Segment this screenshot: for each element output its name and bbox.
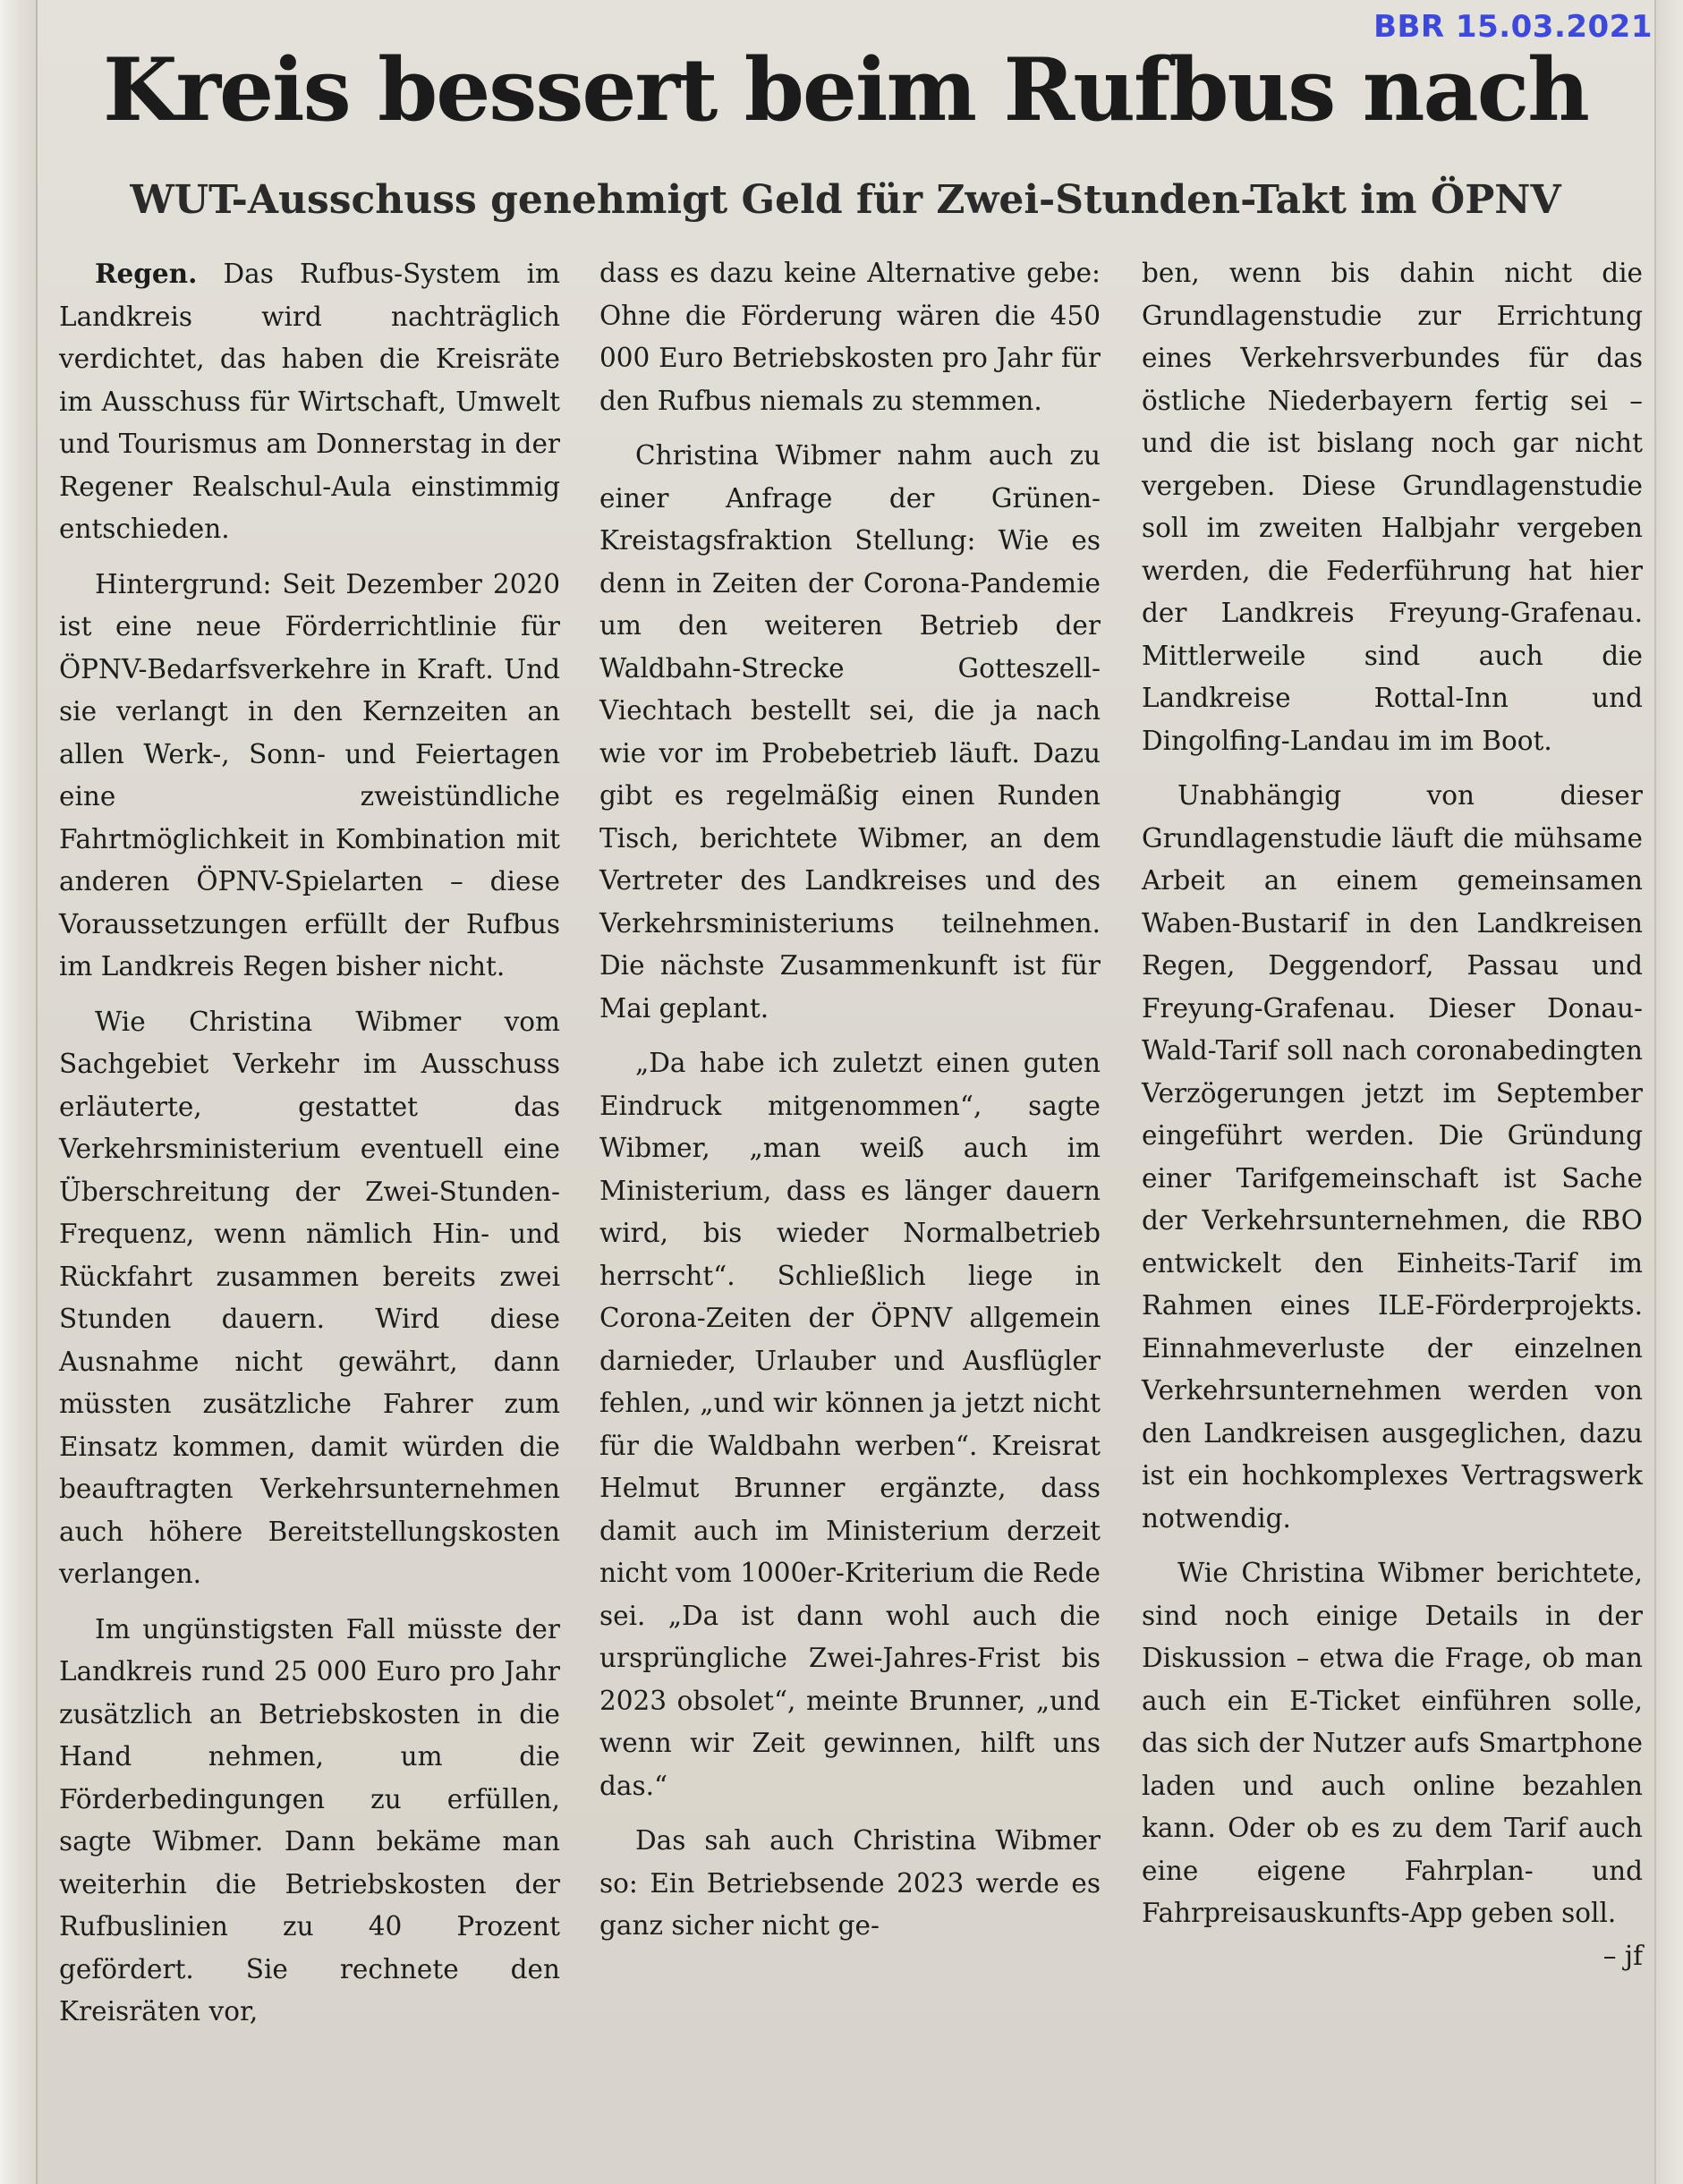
paragraph: Im ungünstigsten Fall müsste der Landkreis rund 25 000 Euro pro Jahr zusätzlich an Betriebskosten in die Hand nehmen, um die Förderbedingungen zu erfüllen, sagte Wibmer. Dann bekäme man weiterhin die Betriebskosten der Rufbuslinien zu 40 Prozent gefördert. Sie rechnete den Kreisräten vor, xyxy=(59,1613,560,2027)
date-stamp: BBR 15.03.2021 xyxy=(1373,9,1653,45)
article-body xyxy=(0,252,1683,2176)
article-subheadline: WUT-Ausschuss genehmigt Geld für Zwei-Stunden-Takt im ÖPNV xyxy=(130,177,1561,223)
dateline: Regen. xyxy=(95,258,198,289)
paragraph xyxy=(1142,1552,1643,1971)
paragraph: ben, wenn bis dahin nicht die Grundlagenstudie zur Errichtung eines Verkehrsverbundes für das östliche Niederbayern fertig sei – und die ist bislang noch gar nicht vergeben. Diese Grundlagenstudie soll im zweiten Halbjahr vergeben werden, die Federführung hat hier der Landkreis Freyung-Grafenau. Mittlerweile sind auch die Landkreise Rottal-Inn und Dingolfing-Landau im im Boot. xyxy=(1142,258,1643,756)
paragraph-text: Das Rufbus-System im Landkreis wird nachträglich verdichtet, das haben die Kreisräte im Ausschuss für Wirtschaft, Umwelt und Tourismus am Donnerstag in der Regener Realschul-Aula einstimmig entschieden. xyxy=(59,259,560,544)
paragraph-text: Wie Christina Wibmer berichtete, sind noch einige Details in der Diskussion – etwa die Frage, ob man auch ein E-Ticket einführen solle, das sich der Nutzer aufs Smartphone laden und auch online bezahlen kann. Oder ob es zu dem Tarif auch eine eigene Fahrplan- und Fahrpreisauskunfts-App geben soll. xyxy=(1142,1558,1643,1928)
paragraph: dass es dazu keine Alternative gebe: Ohne die Förderung wären die 450 000 Euro Betriebskosten pro Jahr für den Rufbus niemals zu stemmen. xyxy=(599,258,1101,416)
author-signature: – jf xyxy=(1602,1940,1643,1971)
article-column-1 xyxy=(59,252,560,2176)
paragraph: Hintergrund: Seit Dezember 2020 ist eine neue Förderrichtlinie für ÖPNV-Bedarfsverkehre in Kraft. Und sie verlangt in den Kernzeiten an allen Werk-, Sonn- und Feiertagen eine zweistündliche Fahrtmöglichkeit in Kombination mit anderen ÖPNV-Spielarten – diese Voraussetzungen erfüllt der Rufbus im Landkreis Regen bisher nicht. xyxy=(59,568,560,982)
article-column-2 xyxy=(599,252,1101,2176)
paragraph: Unabhängig von dieser Grundlagenstudie läuft die mühsame Arbeit an einem gemeinsamen Waben-Bustarif in den Landkreisen Regen, Deggendorf, Passau und Freyung-Grafenau. Dieser Donau-Wald-Tarif soll nach coronabedingten Verzögerungen jetzt im September eingeführt werden. Die Gründung einer Tarifgemeinschaft ist Sache der Verkehrsunternehmen, die RBO entwickelt den Einheits-Tarif im Rahmen eines ILE-Förderprojekts. Einnahmeverluste der einzelnen Verkehrsunternehmen werden von den Landkreisen ausgeglichen, dazu ist ein hochkomplexes Vertragswerk notwendig. xyxy=(1142,780,1643,1534)
paragraph: Das sah auch Christina Wibmer so: Ein Betriebsende 2023 werde es ganz sicher nicht ge- xyxy=(599,1825,1101,1941)
paragraph: Christina Wibmer nahm auch zu einer Anfrage der Grünen-Kreistagsfraktion Stellung: Wie es denn in Zeiten der Corona-Pandemie um den weiteren Betrieb der Waldbahn-Strecke Gotteszell-Viechtach bestellt sei, die ja nach wie vor im Probebetrieb läuft. Dazu gibt es regelmäßig einen Runden Tisch, berichtete Wibmer, an dem Vertreter des Landkreises und des Verkehrsministeriums teilnehmen. Die nächste Zusammenkunft ist für Mai geplant. xyxy=(599,440,1101,1024)
paragraph: „Da habe ich zuletzt einen guten Eindruck mitgenommen“, sagte Wibmer, „man weiß auch im Ministerium, dass es länger dauern wird, bis wieder Normalbetrieb herrscht“. Schließlich liege in Corona-Zeiten der ÖPNV allgemein darnieder, Urlauber und Ausflügler fehlen, „und wir können ja jetzt nicht für die Waldbahn werben“. Kreisrat Helmut Brunner ergänzte, dass damit auch im Ministerium derzeit nicht vom 1000er-Kriterium die Rede sei. „Da ist dann wohl auch die ursprüngliche Zwei-Jahres-Frist bis 2023 obsolet“, meinte Brunner, „und wenn wir Zeit gewinnen, hilft uns das.“ xyxy=(599,1048,1101,1801)
paragraph xyxy=(59,252,560,551)
article-headline: Kreis bessert beim Rufbus nach xyxy=(103,39,1588,140)
paragraph: Wie Christina Wibmer vom Sachgebiet Verkehr im Ausschuss erläuterte, gestattet das Verkehrsministerium eventuell eine Überschreitung der Zwei-Stunden-Frequenz, wenn nämlich Hin- und Rückfahrt zusammen bereits zwei Stunden dauern. Wird diese Ausnahme nicht gewährt, dann müssten zusätzliche Fahrer zum Einsatz kommen, damit würden die beauftragten Verkehrsunternehmen auch höhere Bereitstellungskosten verlangen. xyxy=(59,1006,560,1589)
article-column-3 xyxy=(1142,252,1643,2176)
